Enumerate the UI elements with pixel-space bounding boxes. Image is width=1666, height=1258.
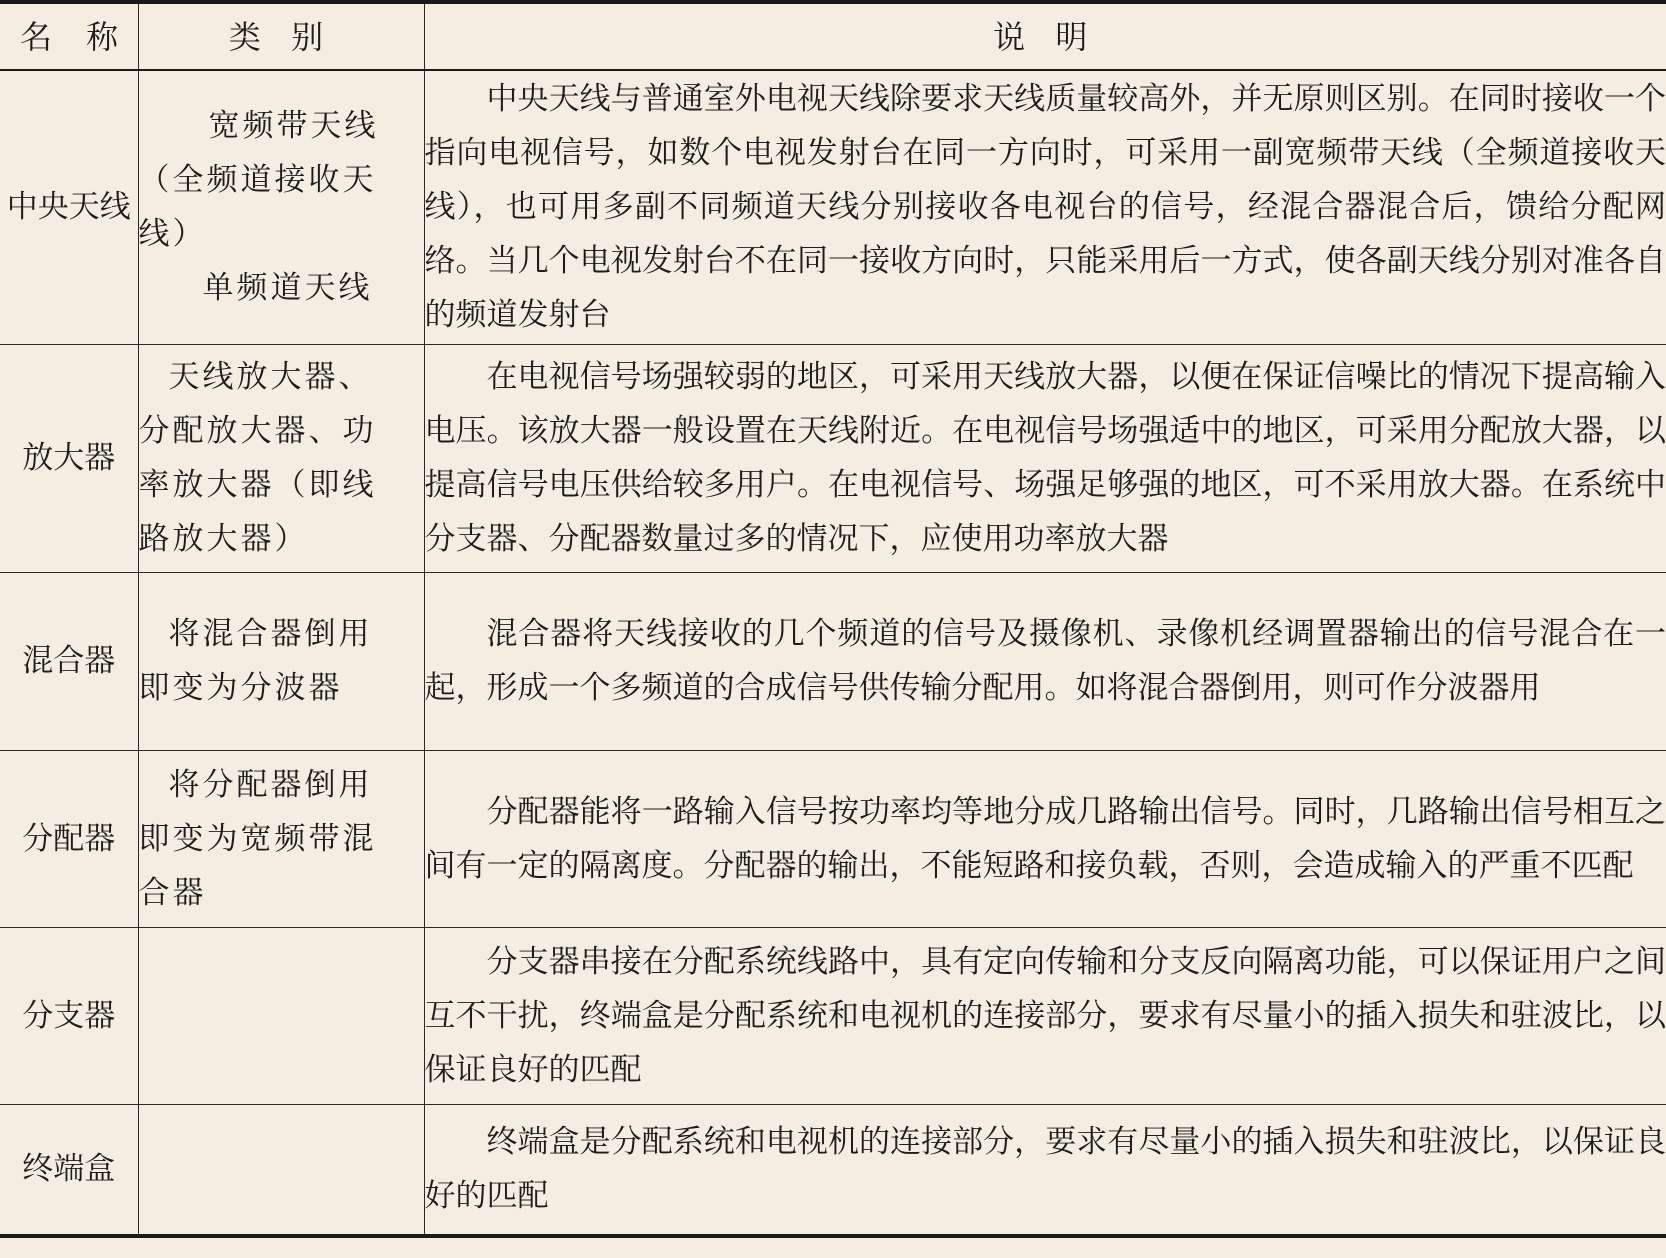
header-row <box>0 2 1666 70</box>
row-desc-cell <box>424 344 1666 572</box>
row-type-cell <box>138 750 424 927</box>
row-desc: 混合器将天线接收的几个频道的信号及摄像机、录像机经调置器输出的信号混合在一起，形成一个多频道的合成信号供传输分配用。如将混合器倒用，则可作分波器用 <box>424 616 1666 706</box>
table-row <box>0 927 1666 1104</box>
type-line: 路放大器） <box>138 521 309 557</box>
row-desc-cell <box>424 1104 1666 1236</box>
table-row <box>0 70 1666 344</box>
row-name-cell <box>0 927 138 1104</box>
type-line: 合器 <box>138 874 207 911</box>
row-desc: 分配器能将一路输入信号按功率均等地分成几路输出信号。同时，几路输出信号相互之间有一定的隔离度。分配器的输出，不能短路和接负载，否则，会造成输入的严重不匹配 <box>424 793 1666 884</box>
row-type-cell <box>138 927 424 1104</box>
table-header <box>0 2 1666 70</box>
type-line: 线） <box>138 216 207 253</box>
type-line: 率放大器（即线 <box>138 467 377 503</box>
type-line: 天线放大器、 <box>168 359 373 395</box>
type-line: （全频道接收天 <box>138 162 377 199</box>
row-type-cell <box>138 344 424 572</box>
row-name: 中央天线 <box>6 189 131 226</box>
table-row <box>0 572 1666 750</box>
type-line: 将分配器倒用 <box>168 766 373 803</box>
table-body <box>0 70 1666 1236</box>
row-name-cell <box>0 750 138 927</box>
row-desc: 中央天线与普通室外电视天线除要求天线质量较高外，并无原则区别。在同时接收一个指向电视信号，如数个电视发射台在同一方向时，可采用一副宽频带天线（全频道接收天线），也可用多副不同频道天线分别接收各电视台的信号，经混合器混合后，馈给分配网络。当几个电视发射台不在同一接收方向时，只能采用后一方式，使各副天线分别对准各自的频道发射台 <box>424 81 1666 334</box>
table-row <box>0 750 1666 927</box>
header-desc: 说 明 <box>424 2 1666 70</box>
type-line: 分配放大器、功 <box>138 413 377 449</box>
row-type-cell <box>138 572 424 750</box>
row-type-cell <box>138 70 424 344</box>
type-line: 单频道天线 <box>202 270 373 307</box>
row-name: 分支器 <box>22 997 116 1034</box>
type-line: 即变为分波器 <box>138 670 343 706</box>
row-name: 放大器 <box>22 440 116 476</box>
row-desc: 在电视信号场强较弱的地区，可采用天线放大器，以便在保证信噪比的情况下提高输入电压。该放大器一般设置在天线附近。在电视信号场强适中的地区，可采用分配放大器，以提高信号电压供给较多用户。在电视信号、场强足够强的地区，可不采用放大器。在系统中分支器、分配器数量过多的情况下，应使用功率放大器 <box>424 359 1666 557</box>
row-name-cell <box>0 70 138 344</box>
type-line: 将混合器倒用 <box>168 616 373 652</box>
row-name-cell <box>0 344 138 572</box>
row-name: 终端盒 <box>22 1151 116 1188</box>
row-desc-cell <box>424 750 1666 927</box>
row-type-cell <box>138 1104 424 1236</box>
table-row <box>0 344 1666 572</box>
type-line: 宽频带天线 <box>208 108 379 145</box>
row-desc-cell <box>424 927 1666 1104</box>
type-line: 即变为宽频带混 <box>138 820 377 857</box>
row-desc: 分支器串接在分配系统线路中，具有定向传输和分支反向隔离功能，可以保证用户之间互不干扰，终端盒是分配系统和电视机的连接部分，要求有尽量小的插入损失和驻波比，以保证良好的匹配 <box>424 943 1666 1088</box>
row-name-cell <box>0 1104 138 1236</box>
header-type: 类 别 <box>138 2 424 70</box>
row-name-cell <box>0 572 138 750</box>
row-name: 混合器 <box>22 643 116 679</box>
header-name: 名 称 <box>0 2 138 70</box>
row-desc: 终端盒是分配系统和电视机的连接部分，要求有尽量小的插入损失和驻波比，以保证良好的匹配 <box>424 1124 1666 1215</box>
row-desc-cell <box>424 70 1666 344</box>
table-row <box>0 1104 1666 1236</box>
row-desc-cell <box>424 572 1666 750</box>
row-name: 分配器 <box>22 820 116 857</box>
